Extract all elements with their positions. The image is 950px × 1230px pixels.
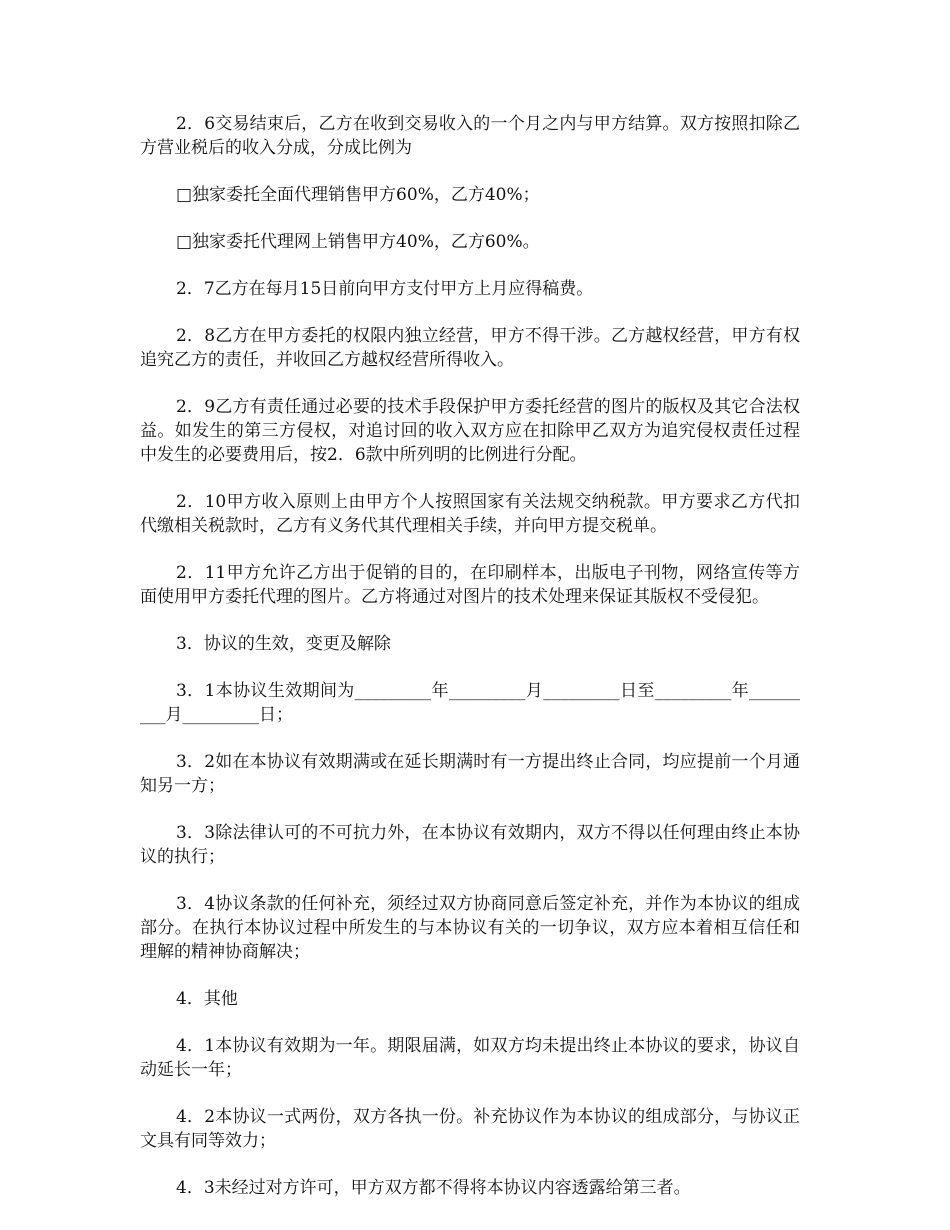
clause-4-2: 4．2本协议一式两份，双方各执一份。补充协议作为本协议的组成部分，与协议正文具有同等效力； <box>140 1107 800 1151</box>
clause-4-1: 4．1本协议有效期为一年。期限届满，如双方均未提出终止本协议的要求，协议自动延长一年； <box>140 1036 800 1080</box>
clause-2-8: 2．8乙方在甲方委托的权限内独立经营，甲方不得干涉。乙方越权经营，甲方有权追究乙方的责任，并收回乙方越权经营所得收入。 <box>140 326 800 370</box>
section-3-heading: 3．协议的生效，变更及解除 <box>176 634 391 654</box>
clause-3-4: 3．4协议条款的任何补充，须经过双方协商同意后签定补充，并作为本协议的组成部分。在执行本协议过程中所发生的与本协议有关的一切争议，双方应本着相互信任和理解的精神协商解决； <box>140 894 800 962</box>
section-4-heading: 4．其他 <box>176 989 238 1009</box>
clause-2-7: 2．7乙方在每月15日前向甲方支付甲方上月应得稿费。 <box>176 279 594 299</box>
clause-3-1: 3．1本协议生效期间为_________年_________月_________日至_________年_________月_________日； <box>140 681 800 725</box>
clause-2-9: 2．9乙方有责任通过必要的技术手段保护甲方委托经营的图片的版权及其它合法权益。如发生的第三方侵权，对追讨回的收入双方应在扣除甲乙双方为追究侵权责任过程中发生的必要费用后，按2．6款中所列明的比例进行分配。 <box>140 397 800 465</box>
clause-2-10: 2．10甲方收入原则上由甲方个人按照国家有关法规交纳税款。甲方要求乙方代扣代缴相关税款时，乙方有义务代其代理相关手续，并向甲方提交税单。 <box>140 492 800 536</box>
clause-3-2: 3．2如在本协议有效期满或在延长期满时有一方提出终止合同，均应提前一个月通知另一方； <box>140 752 800 796</box>
clause-2-11: 2．11甲方允许乙方出于促销的目的，在印刷样本，出版电子刊物，网络宣传等方面使用甲方委托代理的图片。乙方将通过对图片的技术处理来保证其版权不受侵犯。 <box>140 563 800 607</box>
clause-3-3: 3．3除法律认可的不可抗力外，在本协议有效期内，双方不得以任何理由终止本协议的执行； <box>140 823 800 867</box>
clause-2-6: 2．6交易结束后，乙方在收到交易收入的一个月之内与甲方结算。双方按照扣除乙方营业税后的收入分成，分成比例为 <box>140 114 800 158</box>
document-page <box>140 112 800 1223</box>
option-full-agency: □独家委托全面代理销售甲方60%，乙方40%； <box>176 185 540 205</box>
clause-4-3: 4．3未经过对方许可，甲方双方都不得将本协议内容透露给第三者。 <box>176 1178 691 1198</box>
option-online-agency: □独家委托代理网上销售甲方40%，乙方60%。 <box>176 232 540 252</box>
